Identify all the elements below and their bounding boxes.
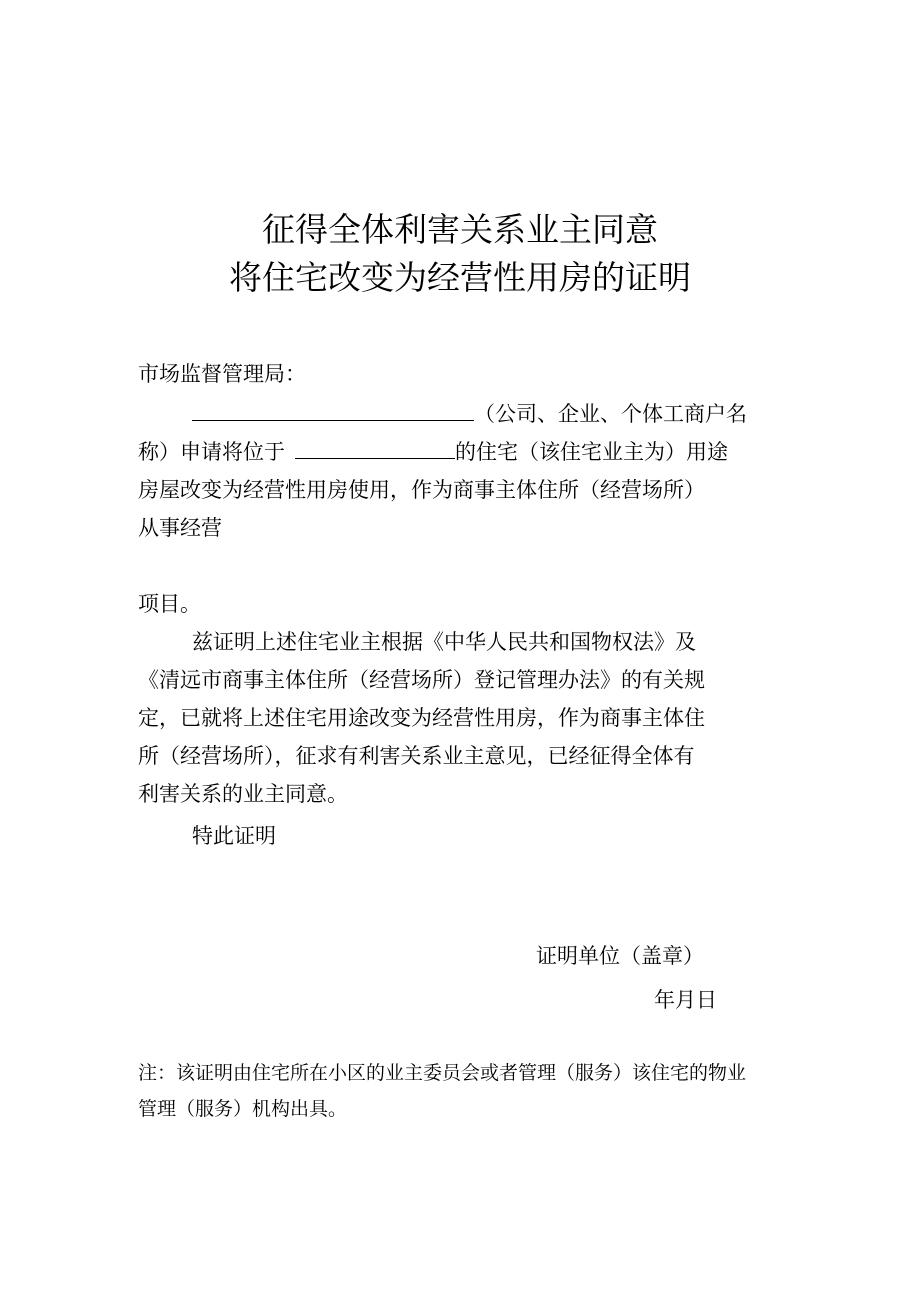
paragraph-1-line-2-prefix: 称）申请将位于 bbox=[138, 440, 285, 464]
document-title-line-2: 将住宅改变为经营性用房的证明 bbox=[229, 258, 691, 297]
paragraph-2-line-1: 兹证明上述住宅业主根据《中华人民共和国物权法》及 bbox=[192, 630, 696, 654]
paragraph-2-line-2: 《清远市商事主体住所（经营场所）登记管理办法》的有关规 bbox=[138, 668, 705, 692]
paragraph-1-line-1 bbox=[192, 400, 747, 428]
note-line-1: 注：该证明由住宅所在小区的业主委员会或者管理（服务）该住宅的物业 bbox=[138, 1062, 747, 1084]
paragraph-1-line-2 bbox=[138, 438, 728, 466]
certifying-unit-seal: 证明单位（盖章） bbox=[536, 944, 704, 968]
address-blank bbox=[295, 438, 455, 459]
signature-date: 年月日 bbox=[654, 988, 717, 1012]
document-title-line-1: 征得全体利害关系业主同意 bbox=[262, 210, 658, 249]
paragraph-2-line-5: 利害关系的业主同意。 bbox=[138, 782, 348, 806]
paragraph-2-line-4: 所（经营场所），征求有利害关系业主意见，已经征得全体有 bbox=[138, 744, 695, 768]
note-line-2: 管理（服务）机构出具。 bbox=[138, 1098, 348, 1120]
addressee: 市场监督管理局： bbox=[138, 362, 306, 386]
paragraph-1-line-5: 项目。 bbox=[138, 592, 201, 616]
closing-statement: 特此证明 bbox=[192, 824, 276, 848]
paragraph-1-line-1-text: （公司、企业、个体工商户名 bbox=[474, 402, 747, 426]
paragraph-1-line-2-suffix: 的住宅（该住宅业主为）用途 bbox=[455, 440, 728, 464]
paragraph-2-line-3: 定，已就将上述住宅用途改变为经营性用房，作为商事主体住 bbox=[138, 706, 705, 730]
company-name-blank bbox=[192, 400, 474, 421]
paragraph-1-line-4: 从事经营 bbox=[138, 516, 222, 540]
paragraph-1-line-3: 房屋改变为经营性用房使用，作为商事主体住所（经营场所） bbox=[138, 478, 705, 502]
